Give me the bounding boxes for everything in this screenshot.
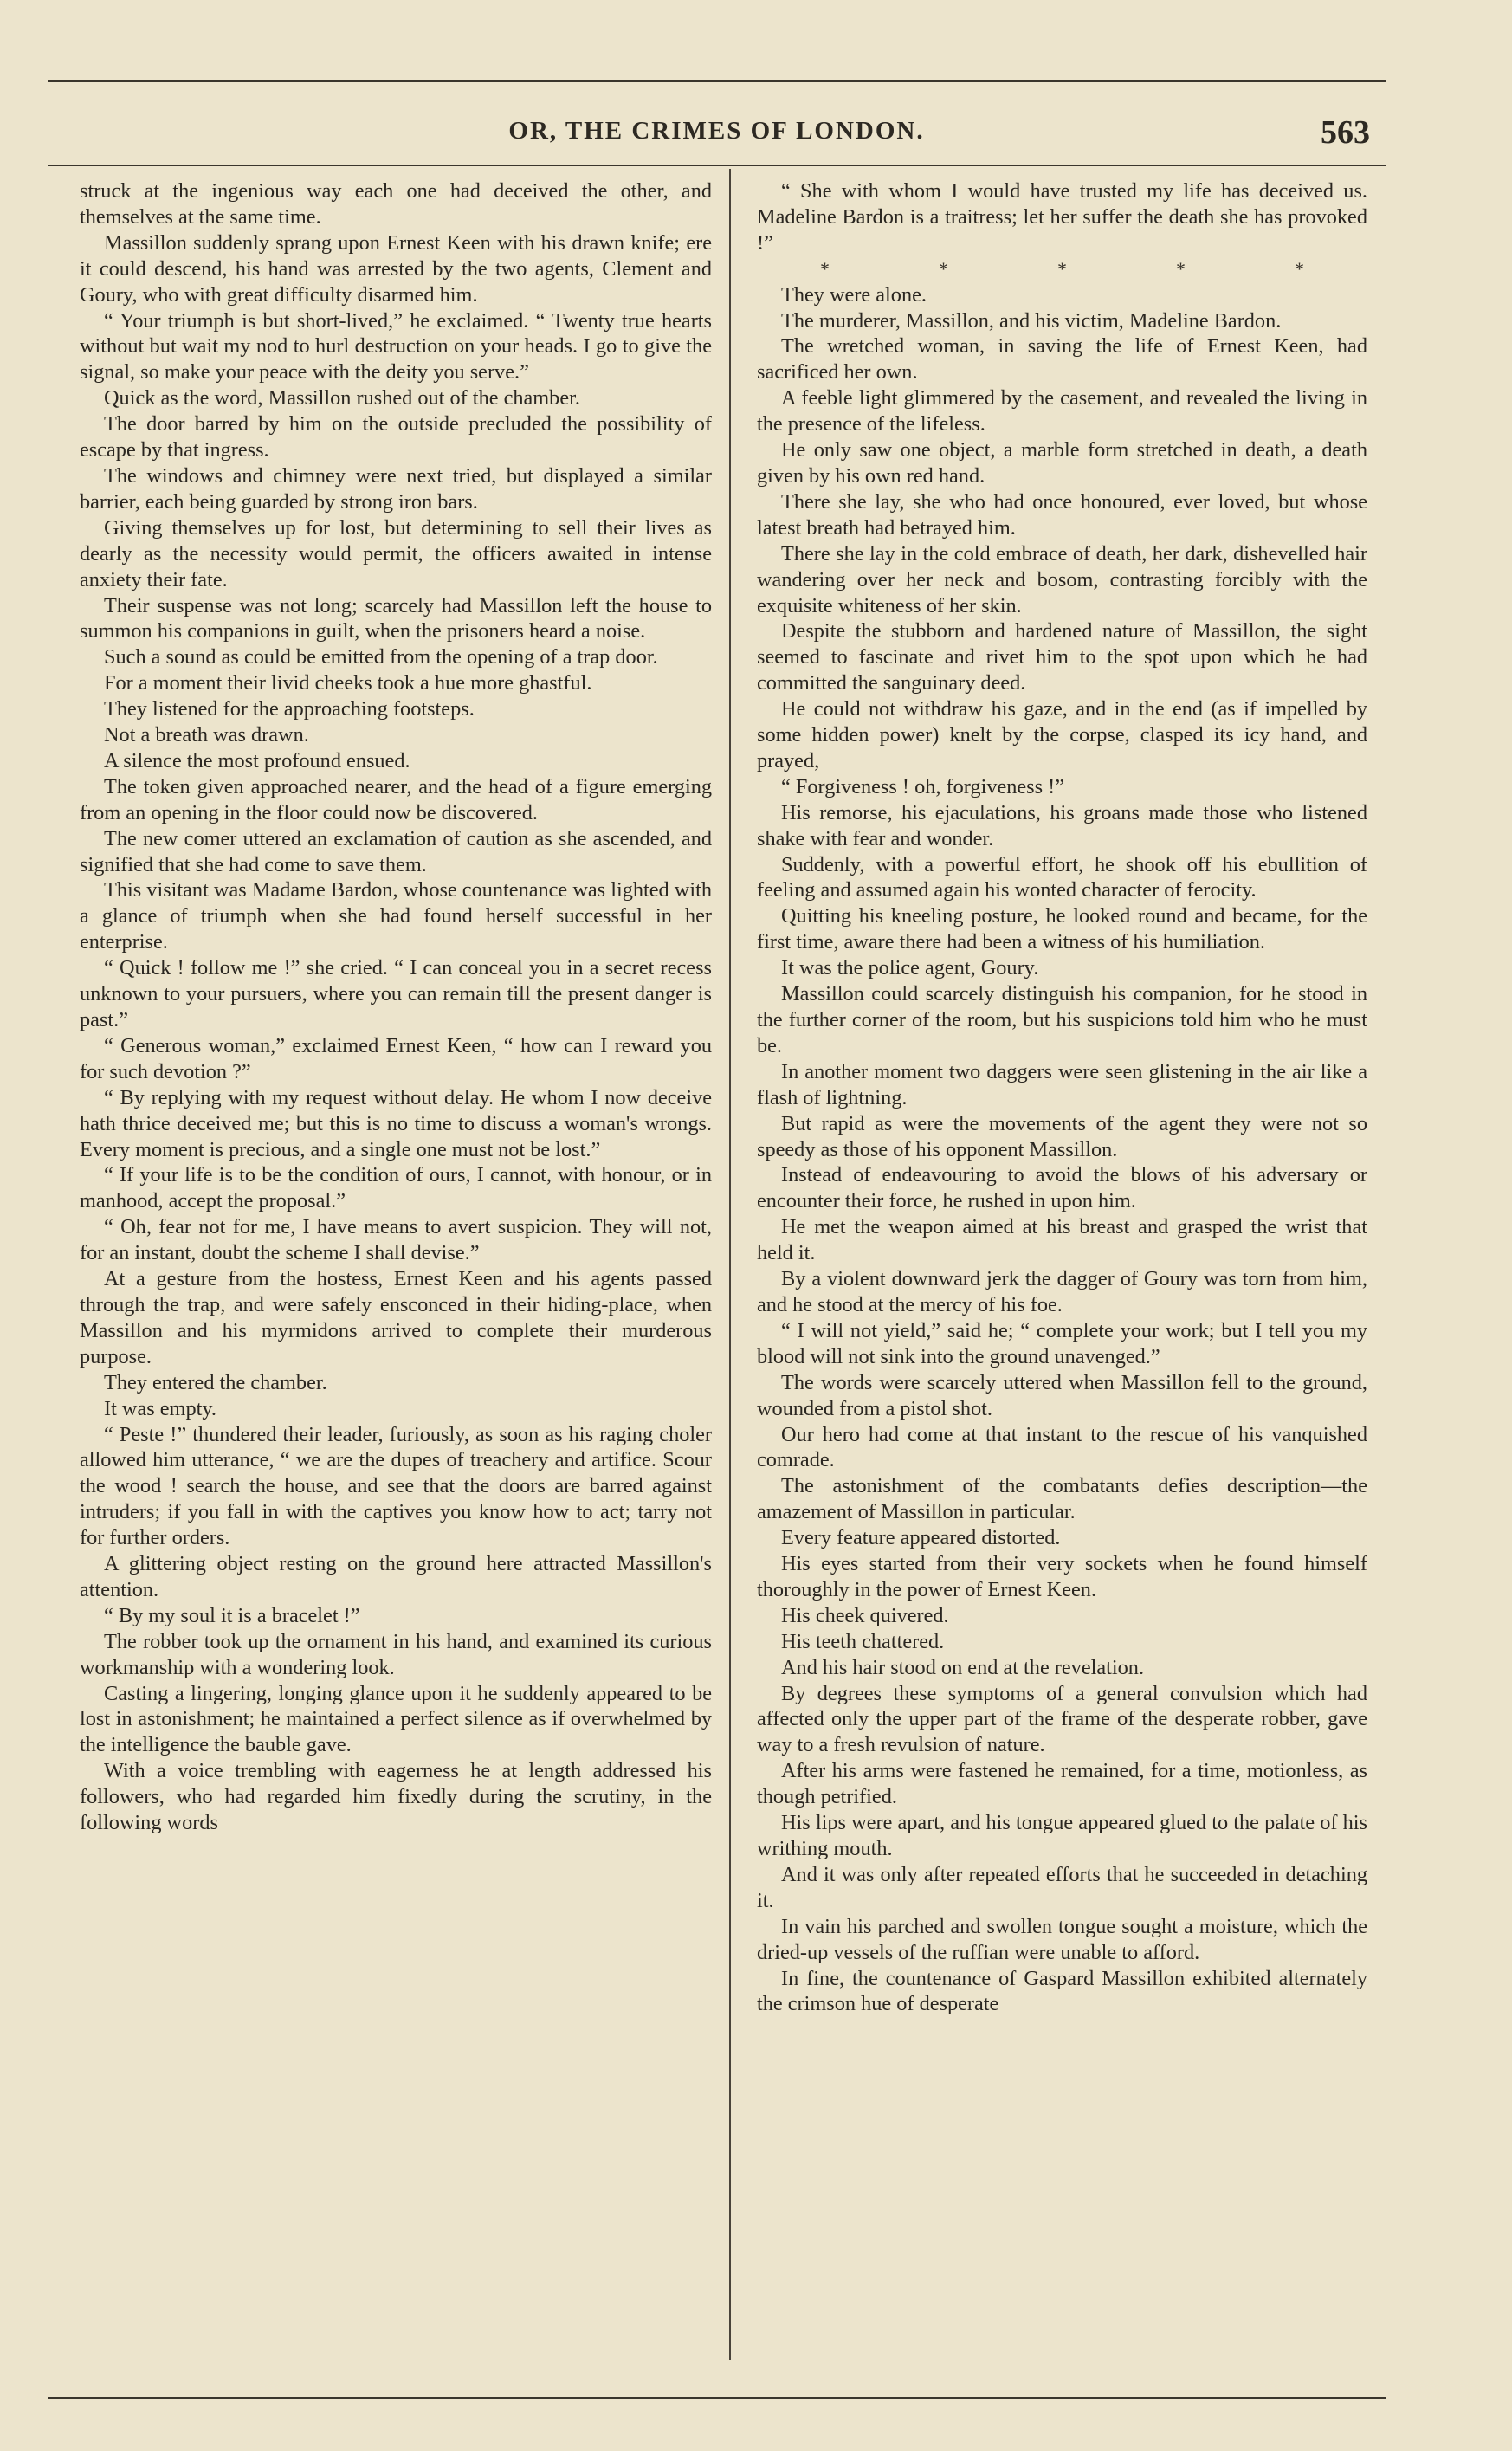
- paragraph: This visitant was Madame Bardon, whose countenance was lighted with a glance of triumph when she had found herself successful in her enterprise.: [80, 878, 712, 954]
- paragraph: The robber took up the ornament in his hand, and examined its curious workmanship with a wondering look.: [80, 1629, 712, 1679]
- paragraph: The token given approached nearer, and the head of a figure emerging from an opening in the floor could now be discovered.: [80, 774, 712, 825]
- paragraph: A silence the most profound ensued.: [104, 748, 410, 773]
- section-break-stars: [757, 256, 1367, 282]
- paragraph: They entered the chamber.: [104, 1370, 327, 1394]
- paragraph: “ Peste !” thundered their leader, furiously, as soon as his raging choler allowed him utterance, “ we are the dupes of treachery and artifice. Scour the wood ! search the house, and see that the doors are barred against intruders; if you fall in with the captives you know how to act; tarry not for further orders.: [80, 1422, 712, 1550]
- paragraph: His teeth chattered.: [781, 1629, 945, 1653]
- paragraph: “ By my soul it is a bracelet !”: [104, 1603, 360, 1627]
- paragraph: Giving themselves up for lost, but determining to sell their lives as dearly as the necessity would permit, the officers awaited in intense anxiety their fate.: [80, 515, 712, 592]
- paragraph: In vain his parched and swollen tongue sought a moisture, which the dried-up vessels of the ruffian were unable to afford.: [757, 1914, 1367, 1964]
- bottom-rule: [48, 2397, 1386, 2399]
- paragraph: The murderer, Massillon, and his victim, Madeline Bardon.: [781, 308, 1282, 333]
- paragraph: “ By replying with my request without delay. He whom I now deceive hath thrice deceived me; but this is no time to discuss a woman's wrongs. Every moment is precious, and a single one must not be lost.”: [80, 1085, 712, 1161]
- paragraph: The astonishment of the combatants defies description—the amazement of Massillon in particular.: [757, 1474, 1367, 1524]
- header-rule: [48, 165, 1386, 166]
- paragraph: He met the weapon aimed at his breast and grasped the wrist that held it.: [757, 1215, 1367, 1265]
- right-column-opening: [757, 178, 1367, 256]
- paragraph: With a voice trembling with eagerness he at length addressed his followers, who had regarded him fixedly during the scrutiny, in the following words: [80, 1759, 712, 1835]
- paragraph: For a moment their livid cheeks took a hue more ghastful.: [104, 671, 592, 695]
- paragraph: They listened for the approaching footsteps.: [104, 697, 475, 721]
- paragraph: A glittering object resting on the ground here attracted Massillon's attention.: [80, 1552, 712, 1601]
- paragraph: The words were scarcely uttered when Massillon fell to the ground, wounded from a pistol shot.: [757, 1370, 1367, 1420]
- paragraph: And his hair stood on end at the revelation.: [781, 1655, 1145, 1679]
- paragraph: The door barred by him on the outside precluded the possibility of escape by that ingress.: [80, 412, 712, 462]
- paragraph: “ Quick ! follow me !” she cried. “ I can conceal you in a secret recess unknown to your pursuers, where you can remain till the present danger is past.”: [80, 956, 712, 1031]
- paragraph: There she lay in the cold embrace of death, her dark, dishevelled hair wandering over her neck and bosom, contrasting forcibly with the exquisite whiteness of her skin.: [757, 541, 1367, 618]
- star-separator: *: [1057, 257, 1067, 280]
- star-separator: *: [1295, 257, 1304, 280]
- paragraph: The windows and chimney were next tried, but displayed a similar barrier, each being guarded by strong iron bars.: [80, 463, 712, 514]
- paragraph: In another moment two daggers were seen glistening in the air like a flash of lightning.: [757, 1059, 1367, 1109]
- page-header: [48, 108, 1386, 156]
- paragraph: After his arms were fastened he remained, for a time, motionless, as though petrified.: [757, 1759, 1367, 1809]
- paragraph: Such a sound as could be emitted from the opening of a trap door.: [104, 645, 658, 669]
- right-column-body: [757, 282, 1367, 2018]
- paragraph: It was the police agent, Goury.: [781, 956, 1039, 980]
- star-separator: *: [1176, 257, 1186, 280]
- paragraph: “ Generous woman,” exclaimed Ernest Keen, “ how can I reward you for such devotion ?”: [80, 1033, 712, 1083]
- paragraph: Our hero had come at that instant to the rescue of his vanquished comrade.: [757, 1422, 1367, 1472]
- paragraph: Not a breath was drawn.: [104, 723, 309, 747]
- paragraph: Quitting his kneeling posture, he looked round and became, for the first time, aware there had been a witness of his humiliation.: [757, 904, 1367, 954]
- paragraph: “ If your life is to be the condition of ours, I cannot, with honour, or in manhood, accept the proposal.”: [80, 1163, 712, 1213]
- paragraph: It was empty.: [104, 1396, 217, 1420]
- paragraph: “ Forgiveness ! oh, forgiveness !”: [781, 774, 1065, 799]
- paragraph: Massillon could scarcely distinguish his companion, for he stood in the further corner of the room, but his suspicions told him who he must be.: [757, 982, 1367, 1057]
- star-separator: *: [820, 257, 830, 280]
- paragraph: Every feature appeared distorted.: [781, 1526, 1061, 1550]
- paragraph: He only saw one object, a marble form stretched in death, a death given by his own red hand.: [757, 438, 1367, 488]
- paragraph: “ I will not yield,” said he; “ complete your work; but I tell you my blood will not sink into the ground unavenged.”: [757, 1318, 1367, 1368]
- paragraph: And it was only after repeated efforts that he succeeded in detaching it.: [757, 1862, 1367, 1912]
- paragraph: His remorse, his ejaculations, his groans made those who listened shake with fear and wonder.: [757, 800, 1367, 850]
- paragraph: At a gesture from the hostess, Ernest Keen and his agents passed through the trap, and were safely ensconced in their hiding-place, when Massillon and his myrmidons arrived to complete their murderous purpose.: [80, 1267, 712, 1368]
- right-column: [757, 178, 1367, 2361]
- running-title: OR, THE CRIMES OF LONDON.: [508, 117, 925, 145]
- paragraph: There she lay, she who had once honoured, ever loved, but whose latest breath had betrayed him.: [757, 489, 1367, 540]
- top-rule: [48, 80, 1386, 82]
- paragraph: His eyes started from their very sockets when he found himself thoroughly in the power of Ernest Keen.: [757, 1552, 1367, 1601]
- paragraph: They were alone.: [781, 282, 927, 307]
- column-divider: [729, 169, 731, 2360]
- paragraph: “ Your triumph is but short-lived,” he exclaimed. “ Twenty true hearts without but wait my nod to hurl destruction on your heads. I go to give the signal, so make your peace with the deity you serve.”: [80, 308, 712, 385]
- paragraph: Despite the stubborn and hardened nature of Massillon, the sight seemed to fascinate and rivet him to the spot upon which he had committed the sanguinary deed.: [757, 619, 1367, 695]
- paragraph: Suddenly, with a powerful effort, he shook off his ebullition of feeling and assumed again his wonted character of ferocity.: [757, 852, 1367, 902]
- left-column: [80, 178, 712, 2361]
- paragraph: By a violent downward jerk the dagger of Goury was torn from him, and he stood at the mercy of his foe.: [757, 1267, 1367, 1316]
- paragraph: Massillon suddenly sprang upon Ernest Keen with his drawn knife; ere it could descend, his hand was arrested by the two agents, Clement and Goury, who with great difficulty disarmed him.: [80, 230, 712, 307]
- paragraph: struck at the ingenious way each one had deceived the other, and themselves at the same time.: [80, 179, 712, 229]
- paragraph: But rapid as were the movements of the agent they were not so speedy as those of his opponent Massillon.: [757, 1111, 1367, 1161]
- paragraph: His cheek quivered.: [781, 1603, 949, 1627]
- paragraph: A feeble light glimmered by the casement, and revealed the living in the presence of the lifeless.: [757, 386, 1367, 437]
- page-number: 563: [1321, 114, 1370, 151]
- paragraph: By degrees these symptoms of a general convulsion which had affected only the upper part of the frame of the desperate robber, gave way to a fresh revulsion of nature.: [757, 1681, 1367, 1757]
- paragraph: “ Oh, fear not for me, I have means to avert suspicion. They will not, for an instant, doubt the scheme I shall devise.”: [80, 1215, 712, 1265]
- star-separator: *: [939, 257, 948, 280]
- paragraph: Their suspense was not long; scarcely had Massillon left the house to summon his companions in guilt, when the prisoners heard a noise.: [80, 593, 712, 643]
- paragraph: Quick as the word, Massillon rushed out of the chamber.: [104, 386, 580, 411]
- paragraph: The wretched woman, in saving the life of Ernest Keen, had sacrificed her own.: [757, 334, 1367, 385]
- paragraph: In fine, the countenance of Gaspard Massillon exhibited alternately the crimson hue of desperate: [757, 1966, 1367, 2016]
- paragraph: “ She with whom I would have trusted my life has deceived us. Madeline Bardon is a traitress; let her suffer the death she has provoked !”: [757, 179, 1367, 255]
- paragraph: Casting a lingering, longing glance upon it he suddenly appeared to be lost in astonishment; he maintained a perfect silence as if overwhelmed by the intelligence the bauble gave.: [80, 1681, 712, 1757]
- paragraph: His lips were apart, and his tongue appeared glued to the palate of his writhing mouth.: [757, 1811, 1367, 1860]
- paragraph: He could not withdraw his gaze, and in the end (as if impelled by some hidden power) knelt by the corpse, clasped its icy hand, and prayed,: [757, 697, 1367, 773]
- paragraph: The new comer uttered an exclamation of caution as she ascended, and signified that she had come to save them.: [80, 826, 712, 876]
- paragraph: Instead of endeavouring to avoid the blows of his adversary or encounter their force, he rushed in upon him.: [757, 1163, 1367, 1213]
